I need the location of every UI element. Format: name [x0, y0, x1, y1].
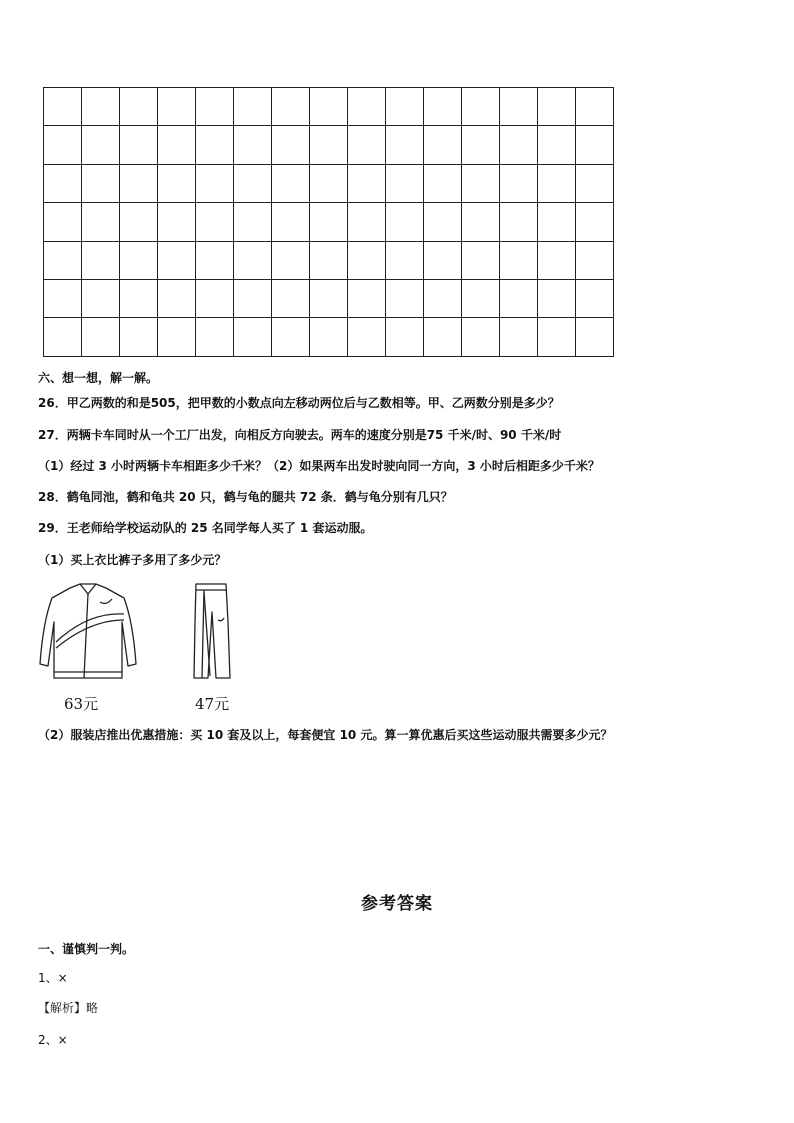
grid-cell — [234, 88, 272, 126]
grid-cell — [272, 165, 310, 203]
grid-cell — [272, 203, 310, 241]
grid-cell — [576, 280, 614, 318]
grid-cell — [272, 318, 310, 356]
grid-cell — [82, 88, 120, 126]
grid-cell — [196, 280, 234, 318]
grid-cell — [386, 88, 424, 126]
grid-cell — [234, 203, 272, 241]
grid-cell — [500, 242, 538, 280]
grid-cell — [82, 242, 120, 280]
grid-cell — [538, 318, 576, 356]
question-29: 29．王老师给学校运动队的 25 名同学每人买了 1 套运动服。 — [38, 521, 373, 535]
grid-cell — [348, 318, 386, 356]
grid-cell — [386, 126, 424, 164]
grid-cell — [576, 203, 614, 241]
grid-cell — [424, 165, 462, 203]
grid-cell — [462, 88, 500, 126]
answer-section-one: 一、谨慎判一判。 — [38, 942, 135, 956]
grid-cell — [196, 203, 234, 241]
grid-cell — [310, 165, 348, 203]
grid-cell — [310, 280, 348, 318]
grid-cell — [348, 280, 386, 318]
grid-cell — [500, 280, 538, 318]
grid-cell — [500, 165, 538, 203]
grid-cell — [462, 280, 500, 318]
grid-cell — [196, 165, 234, 203]
grid-cell — [348, 165, 386, 203]
question-29-sub1: （1）买上衣比裤子多用了多少元？ — [38, 553, 227, 567]
grid-cell — [234, 165, 272, 203]
grid-cell — [120, 203, 158, 241]
grid-cell — [538, 203, 576, 241]
pants-price: 47元 — [195, 695, 230, 713]
grid-cell — [158, 318, 196, 356]
grid-cell — [120, 280, 158, 318]
grid-cell — [234, 280, 272, 318]
grid-cell — [424, 203, 462, 241]
grid-cell — [462, 126, 500, 164]
grid-cell — [424, 242, 462, 280]
grid-cell — [44, 280, 82, 318]
grid-cell — [310, 318, 348, 356]
writing-grid — [43, 87, 614, 357]
grid-cell — [310, 242, 348, 280]
grid-cell — [348, 126, 386, 164]
grid-cell — [120, 165, 158, 203]
grid-cell — [386, 242, 424, 280]
question-27: 27．两辆卡车同时从一个工厂出发，向相反方向驶去。两车的速度分别是75 千米/时、90 千米/时 — [38, 428, 562, 442]
grid-cell — [462, 318, 500, 356]
grid-cell — [82, 203, 120, 241]
question-26: 26．甲乙两数的和是505，把甲数的小数点向左移动两位后与乙数相等。甲、乙两数分别是多少？ — [38, 396, 560, 410]
jacket-image — [38, 582, 138, 682]
grid-cell — [538, 242, 576, 280]
grid-cell — [272, 280, 310, 318]
question-27-sub: （1）经过 3 小时两辆卡车相距多少千米？（2）如果两车出发时驶向同一方向，3 小时后相距多少千米？ — [38, 459, 600, 473]
grid-cell — [120, 126, 158, 164]
grid-cell — [576, 88, 614, 126]
grid-cell — [386, 280, 424, 318]
grid-cell — [158, 165, 196, 203]
grid-cell — [196, 318, 234, 356]
grid-cell — [82, 165, 120, 203]
grid-cell — [462, 242, 500, 280]
jacket-price: 63元 — [64, 695, 99, 713]
grid-cell — [500, 203, 538, 241]
grid-cell — [500, 318, 538, 356]
grid-cell — [348, 203, 386, 241]
grid-cell — [348, 242, 386, 280]
pants-image — [190, 582, 235, 682]
grid-cell — [158, 88, 196, 126]
grid-cell — [386, 318, 424, 356]
grid-cell — [82, 318, 120, 356]
grid-cell — [196, 88, 234, 126]
grid-cell — [196, 242, 234, 280]
grid-cell — [44, 126, 82, 164]
grid-cell — [538, 88, 576, 126]
grid-cell — [424, 280, 462, 318]
grid-cell — [272, 242, 310, 280]
grid-cell — [44, 203, 82, 241]
answer-2: 2、× — [38, 1033, 68, 1047]
grid-cell — [424, 318, 462, 356]
question-29-sub2: （2）服装店推出优惠措施：买 10 套及以上，每套便宜 10 元。算一算优惠后买这些运动服共需要多少元？ — [38, 728, 613, 742]
grid-cell — [348, 88, 386, 126]
grid-cell — [234, 242, 272, 280]
grid-cell — [462, 165, 500, 203]
grid-cell — [500, 88, 538, 126]
grid-cell — [576, 126, 614, 164]
grid-cell — [538, 126, 576, 164]
question-28: 28．鹤龟同池，鹤和龟共 20 只，鹤与龟的腿共 72 条．鹤与龟分别有几只？ — [38, 490, 453, 504]
grid-cell — [310, 203, 348, 241]
grid-cell — [310, 88, 348, 126]
grid-cell — [576, 165, 614, 203]
grid-cell — [158, 126, 196, 164]
grid-cell — [538, 165, 576, 203]
grid-cell — [44, 242, 82, 280]
grid-cell — [120, 242, 158, 280]
answer-1-note: 【解析】略 — [38, 1001, 99, 1015]
grid-cell — [424, 126, 462, 164]
grid-cell — [234, 318, 272, 356]
grid-cell — [120, 318, 158, 356]
grid-cell — [576, 242, 614, 280]
grid-cell — [310, 126, 348, 164]
grid-cell — [234, 126, 272, 164]
answer-title: 参考答案 — [361, 894, 433, 914]
grid-cell — [196, 126, 234, 164]
grid-cell — [424, 88, 462, 126]
grid-cell — [386, 165, 424, 203]
grid-cell — [44, 88, 82, 126]
grid-cell — [44, 318, 82, 356]
grid-cell — [82, 126, 120, 164]
grid-cell — [82, 280, 120, 318]
grid-cell — [120, 88, 158, 126]
section-six-title: 六、想一想，解一解。 — [38, 371, 159, 385]
grid-cell — [272, 126, 310, 164]
grid-cell — [538, 280, 576, 318]
answer-1: 1、× — [38, 971, 68, 985]
grid-cell — [500, 126, 538, 164]
grid-cell — [158, 280, 196, 318]
grid-cell — [576, 318, 614, 356]
grid-cell — [386, 203, 424, 241]
grid-cell — [272, 88, 310, 126]
grid-cell — [158, 242, 196, 280]
grid-cell — [158, 203, 196, 241]
grid-cell — [462, 203, 500, 241]
grid-cell — [44, 165, 82, 203]
